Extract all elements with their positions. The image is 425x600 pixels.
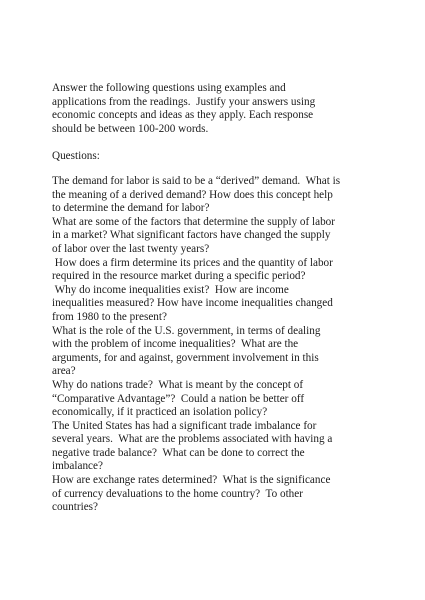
question-line: of labor over the last twenty years? [52, 242, 210, 255]
question-line: What are some of the factors that determine the supply of labor [52, 215, 336, 228]
question-line: negative trade balance? What can be done to correct the [52, 446, 305, 459]
question-line: economically, if it practiced an isolation policy? [52, 406, 268, 419]
question-line: Why do nations trade? What is meant by the concept of [52, 378, 304, 391]
questions-heading-block [52, 150, 397, 164]
question-line: inequalities measured? How have income inequalities changed [52, 297, 333, 310]
question-line: the meaning of a derived demand? How does this concept help [52, 188, 333, 201]
question-line: area? [52, 365, 76, 378]
question-line: to determine the demand for labor? [52, 202, 210, 215]
question-line: Why do income inequalities exist? How are income [52, 283, 289, 296]
instructions-line: should be between 100-200 words. [52, 122, 209, 135]
question-line: The United States has had a significant trade imbalance for [52, 419, 317, 432]
instructions-paragraph [52, 82, 397, 136]
question-line: of currency devaluations to the home country? To other [52, 487, 303, 500]
question-line: How are exchange rates determined? What is the significance [52, 474, 331, 487]
questions-heading: Questions: [52, 150, 100, 162]
instructions-line: economic concepts and ideas as they apply. Each response [52, 109, 314, 122]
question-line: with the problem of income inequalities? What are the [52, 338, 299, 351]
question-line: The demand for labor is said to be a “derived” demand. What is [52, 175, 341, 187]
question-line: “Comparative Advantage”? Could a nation be better off [52, 392, 305, 405]
question-line: several years. What are the problems associated with having a [52, 433, 333, 446]
question-line: What is the role of the U.S. government, in terms of dealing [52, 324, 321, 337]
question-line: arguments, for and against, government involvement in this [52, 351, 319, 364]
question-line: countries? [52, 501, 98, 514]
instructions-line: Answer the following questions using examples and [52, 82, 286, 94]
question-line: imbalance? [52, 460, 103, 473]
question-line: required in the resource market during a specific period? [52, 270, 306, 283]
question-line: How does a firm determine its prices and the quantity of labor [52, 256, 333, 269]
instructions-line: applications from the readings. Justify your answers using [52, 95, 316, 108]
question-line: in a market? What significant factors have changed the supply [52, 229, 331, 242]
question-line: from 1980 to the present? [52, 310, 167, 323]
questions-list [52, 175, 397, 515]
